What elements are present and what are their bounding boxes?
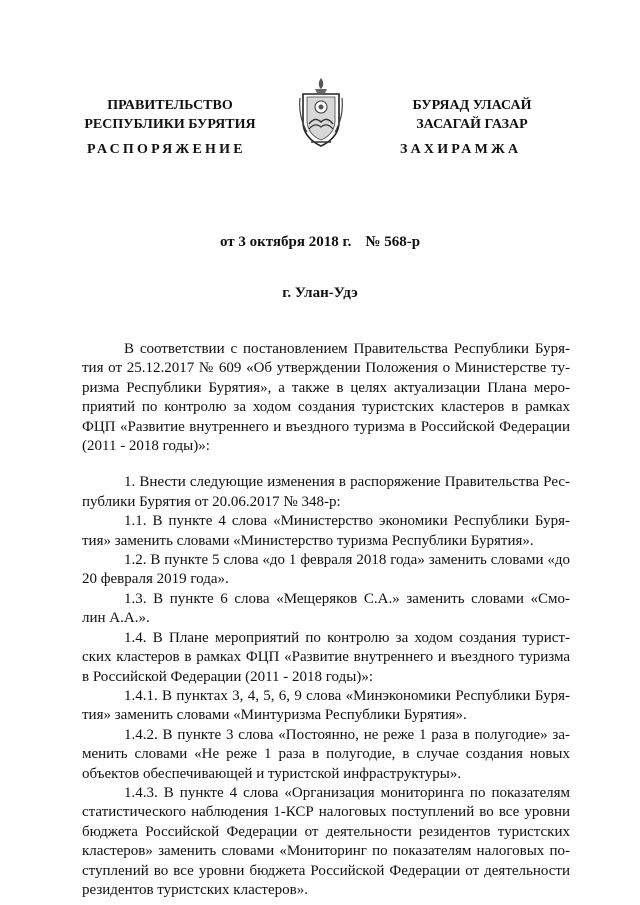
text-line: 1.2. В пункте 5 слова «до 1 февраля 2018 года» заменить словами «до [124,552,570,569]
document-city: г. Улан-Удэ [282,285,358,301]
document-type-bua: ЗАХИРАМЖА [400,142,522,157]
text-line: менить словами «Не реже 1 раза в полугодие, в случае создания новых [82,746,570,763]
text-line: в Российской Федерации (2011 - 2018 годы)»: [82,668,373,685]
text-line: ФЦП «Развитие внутреннего и въездного туризма в Российской Федерации [82,418,570,435]
paragraph-1-4-3 [82,784,570,900]
text-line: 1.4.1. В пунктах 3, 4, 5, 6, 9 слова «Минэкономики Республики Буря- [124,687,570,704]
text-line: резидентов туристских кластеров». [82,881,308,898]
text-line: 1.4.2. В пункте 3 слова «Постоянно, не реже 1 раза в полугодие» за- [124,726,570,743]
government-name-ru [70,96,270,134]
document-body [82,340,570,900]
paragraph-1-4-2 [82,726,570,784]
text-line: кластеров» заменить словами «Мониторинг по показателям налоговых по- [82,843,570,860]
text-line: (2011 - 2018 годы)»: [82,438,210,455]
text-line: 1.4.3. В пункте 4 слова «Организация мониторинга по показателям [124,784,570,801]
text-line: лин А.А.». [82,610,150,627]
date-number-line [0,234,640,251]
text-line: тия» заменить словами «Министерство туризма Республики Бурятия». [82,532,534,549]
text-line: 20 февраля 2019 года». [82,571,229,588]
paragraph-1-4 [82,629,570,687]
text-line: 1.3. В пункте 6 слова «Мещеряков С.А.» заменить словами «Смо- [124,590,570,607]
text-line: ризма Республики Бурятия», а также в целях актуализации Плана меро- [82,379,570,396]
text-line: В соответствии с постановлением Правительства Республики Буря- [124,341,570,357]
document-number: № 568-р [365,234,421,250]
paragraph-1-3 [82,590,570,629]
text-line: объектов обеспечивающей и туристской инфраструктуры». [82,765,462,782]
text-line: ступлений во все уровни бюджета Российской Федерации от деятельности [82,862,570,879]
text-line: приятий по контролю за ходом создания туристских кластеров в рамках [82,399,570,416]
text-line: ских кластеров в рамках ФЦП «Развитие внутреннего и въездного туризма [82,649,570,666]
header-left-line-2: РЕСПУБЛИКИ БУРЯТИЯ [84,117,256,132]
header-left-line-1: ПРАВИТЕЛЬСТВО [107,98,233,113]
paragraph-1-4-1 [82,687,570,726]
text-line: публики Бурятия от 20.06.2017 № 348-р: [82,493,341,510]
text-line: тия от 25.12.2017 № 609 «Об утверждении Положения о Министерстве ту- [82,360,570,377]
text-line: 1. Внести следующие изменения в распоряжение Правительства Рес- [124,474,570,491]
text-line: 1.4. В Плане мероприятий по контролю за ходом создания турист- [124,629,570,646]
paragraph-1-2 [82,551,570,590]
text-line: статистического наблюдения 1-КСР налоговых поступлений во все уровни [82,804,570,821]
document-date: от 3 октября 2018 г. [219,234,352,250]
document-type-ru: РАСПОРЯЖЕНИЕ [87,142,246,157]
text-line: бюджета Российской Федерации от деятельности резидентов туристских [82,823,570,840]
header-right-line-1: БУРЯАД УЛАСАЙ [412,98,532,113]
paragraph-preamble [82,340,570,456]
government-name-bua [372,96,572,134]
text-line: тия» заменить словами «Минтуризма Республики Бурятия». [82,707,467,724]
paragraph-1 [82,473,570,512]
text-line: 1.1. В пункте 4 слова «Министерство экономики Республики Буря- [124,513,570,530]
header-right-line-2: ЗАСАГАЙ ГАЗАР [416,117,528,132]
paragraph-1-1 [82,512,570,551]
coat-of-arms-emblem [297,76,345,148]
